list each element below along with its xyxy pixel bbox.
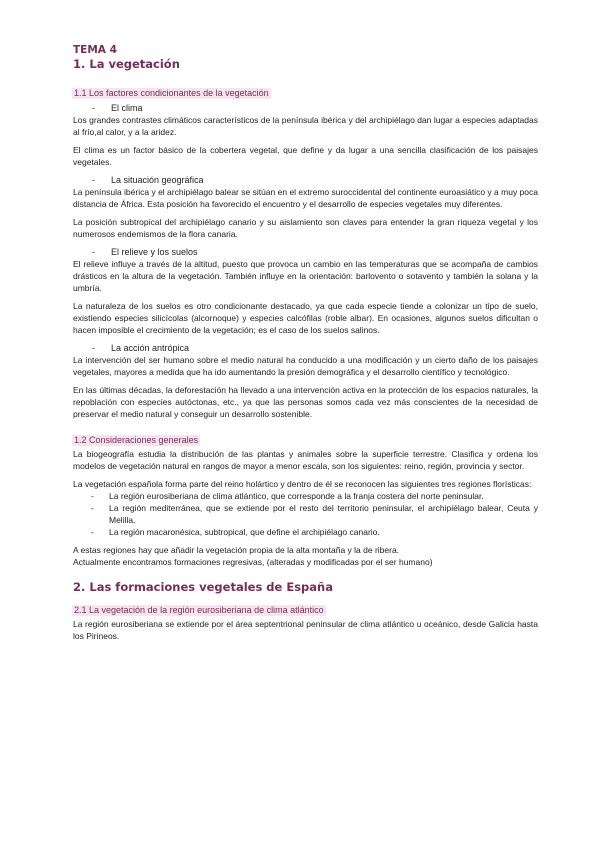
list-item-text: La región eurosiberiana de clima atlántico, que corresponde a la franja costera del norte peninsular.	[109, 491, 484, 501]
bullet-dash: -	[91, 527, 94, 537]
bullet-dash: -	[91, 491, 94, 501]
bullet-clima	[92, 102, 538, 114]
subsection-2-1-title: 2.1 La vegetación de la región eurosiberiana de clima atlántico	[74, 605, 324, 615]
paragraph: La naturaleza de los suelos es otro condicionante destacado, ya que cada especie tiende a colonizar un tipo de suelo, existiendo especies silicícolas (alcornoque) y especies calcófilas (roble albar). En ocasiones, algunos suelos dificultan o hacen imposible el crecimiento de la vegetación; es el caso de los suelos salinos.	[73, 301, 538, 335]
bullet-situacion	[92, 174, 538, 186]
paragraph: Actualmente encontramos formaciones regresivas, (alteradas y modificadas por el ser humano)	[73, 557, 433, 567]
section-1-title: 1. La vegetación	[73, 57, 180, 71]
paragraph: La intervención del ser humano sobre el medio natural ha conducido a una modificación y un cierto daño de los paisajes vegetales, mayores a medida que ha ido aumentando la presión demográfica y el desarrollo científico y tecnológico.	[73, 355, 538, 377]
list-item	[73, 502, 538, 526]
paragraph: La biogeografía estudia la distribución de las plantas y animales sobre la superficie terrestre. Clasifica y ordena los modelos de vegetación natural en rangos de mayor a menor escala, son los siguientes: reino, región, provincia y sector.	[73, 449, 538, 471]
subsection-1-2-title: 1.2 Consideraciones generales	[74, 435, 199, 445]
list-item-text: La región macaronésica, subtropical, que define el archipiélago canario.	[109, 527, 380, 537]
paragraph: En las últimas décadas, la deforestación ha llevado a una intervención activa en la protección de los espacios naturales, la repoblación con especies autóctonas, etc., ya que las personas somos cada vez más conscientes de la necesidad de preservar el medio natural y conseguir un desarrollo sostenible.	[73, 385, 538, 419]
list-item	[73, 490, 538, 502]
bullet-dash: -	[92, 247, 95, 257]
tema-heading: TEMA 4	[73, 44, 117, 56]
bullet-dash: -	[92, 175, 95, 185]
bullet-dash: -	[91, 503, 94, 513]
paragraph: La región eurosiberiana se extiende por el área septentrional peninsular de clima atlántico u oceánico, desde Galicia hasta los Pirineos.	[73, 619, 538, 641]
bullet-dash: -	[92, 103, 95, 113]
paragraph: La península ibérica y el archipiélago balear se sitúan en el extremo suroccidental del continente euroasiático y a muy poca distancia de África. Esta posición ha favorecido el encuentro y el desarrollo de especies vegetales muy diferentes.	[73, 187, 538, 209]
subsection-1-1-title: 1.1 Los factores condicionantes de la vegetación	[74, 88, 269, 98]
paragraph: El relieve influye a través de la altitud, puesto que provoca un cambio en las temperaturas que se acompaña de cambios drásticos en la altura de la vegetación. También influye en la orientación: barlovento o sotavento y también la solana y la umbría.	[73, 259, 538, 293]
bullet-relieve	[92, 246, 538, 258]
paragraph: El clima es un factor básico de la cobertera vegetal, que define y da lugar a una sencilla clasificación de los paisajes vegetales.	[73, 145, 538, 167]
paragraph: A estas regiones hay que añadir la vegetación propia de la alta montaña y la de ribera.	[73, 545, 400, 555]
regions-list	[73, 490, 538, 538]
bullet-dash: -	[92, 343, 95, 353]
bullet-label: El clima	[111, 103, 143, 113]
list-item	[73, 526, 538, 538]
bullet-antropica	[92, 342, 538, 354]
bullet-label: La situación geográfica	[111, 175, 204, 185]
paragraph: Los grandes contrastes climáticos característicos de la península ibérica y del archipiélago dan lugar a especies adaptadas al frío,al calor, y a la aridez.	[73, 115, 538, 137]
bullet-label: El relieve y los suelos	[111, 247, 198, 257]
list-item-text: La región mediterránea, que se extiende por el resto del territorio peninsular, el archipiélago balear, Ceuta y Melilla.	[109, 503, 538, 525]
paragraph: La vegetación española forma parte del reino holártico y dentro de él se reconocen las siguientes tres regiones florísticas:	[73, 479, 532, 489]
document-page	[73, 44, 538, 648]
paragraph: La posición subtropical del archipiélago canario y su aislamiento son claves para entender la gran riqueza vegetal y los numerosos endemismos de la flora canaria.	[73, 217, 538, 239]
bullet-label: La acción antrópica	[111, 343, 190, 353]
section-2-title: 2. Las formaciones vegetales de España	[73, 580, 333, 594]
